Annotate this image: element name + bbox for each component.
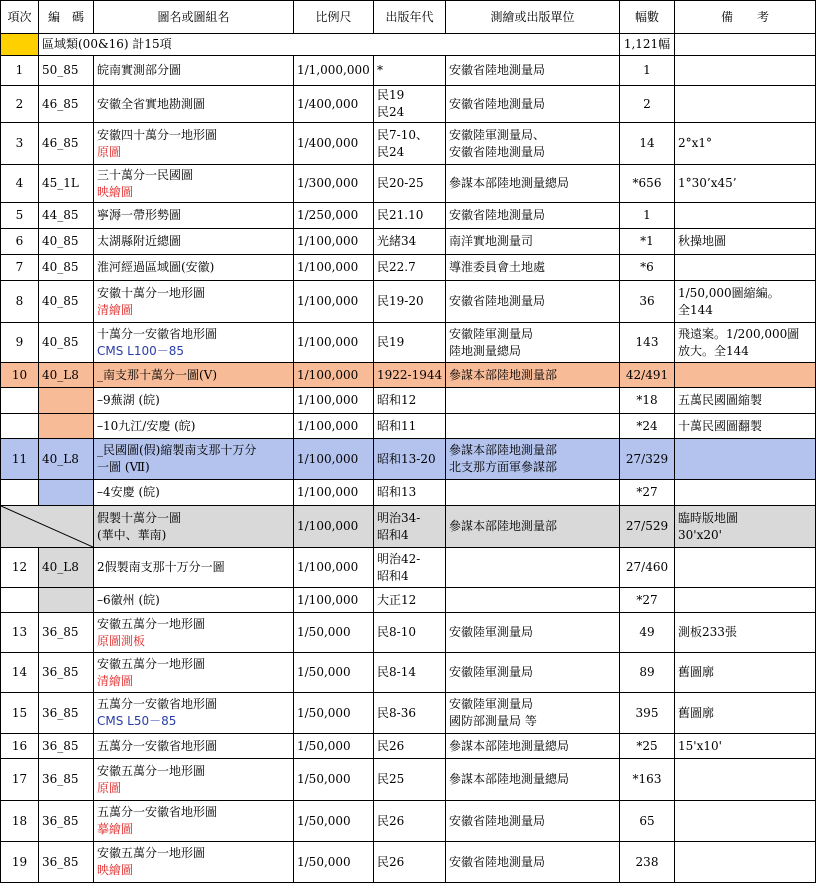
row-name-main: 安徽五萬分一地形圖: [97, 763, 206, 778]
row-year: 民8-10: [374, 613, 446, 653]
row-publisher-line2: 國防部測量局 等: [449, 714, 537, 728]
row-remarks: 舊圖廓: [675, 653, 816, 693]
row-year: 民25: [374, 759, 446, 801]
row-remarks: [675, 203, 816, 229]
row-scale: 1/250,000: [294, 203, 374, 229]
row-name-sub: CMS L50－85: [97, 714, 177, 728]
row-name-main: 安徽五萬分一地形圖: [97, 616, 206, 631]
table-row: [1, 693, 816, 734]
row-name-line2: 一圖 (Ⅶ): [97, 460, 150, 474]
row-no: 14: [1, 653, 39, 693]
row-publisher: [446, 548, 620, 588]
row-scale: 1/50,000: [294, 613, 374, 653]
header-year: 出版年代: [374, 1, 446, 34]
row-scale: 1/1,000,000: [294, 56, 374, 86]
row-no: [1, 480, 39, 506]
header-code: 編 碼: [39, 1, 94, 34]
row-name: 寧溽一帶形勢圖: [94, 203, 294, 229]
row-sheets: *6: [620, 255, 675, 281]
row-year: 民26: [374, 842, 446, 883]
row-remarks: [675, 56, 816, 86]
row-no: 7: [1, 255, 39, 281]
row-sheets: 1: [620, 56, 675, 86]
row-sheets: 27/460: [620, 548, 675, 588]
row-scale: 1/50,000: [294, 734, 374, 759]
row-publisher: 參謀本部陸地測量總局: [446, 734, 620, 759]
row-no: [1, 414, 39, 439]
table-row: [1, 323, 816, 363]
row-year: 昭和13: [374, 480, 446, 506]
row-scale: 1/50,000: [294, 801, 374, 842]
table-row: [1, 56, 816, 86]
row-code: 40_85: [39, 229, 94, 255]
row-name-sub: 映繪圖: [97, 863, 134, 877]
row-year: 民19: [374, 323, 446, 363]
category-label: 區域類(00&16) 計15項: [39, 34, 620, 56]
row-remarks: [675, 255, 816, 281]
row-sheets: *27: [620, 480, 675, 506]
row-name: [94, 759, 294, 801]
row-scale: 1/400,000: [294, 123, 374, 165]
row-year: 民20-25: [374, 165, 446, 203]
row-name-sub: 摹繪圖: [97, 822, 134, 836]
row-sheets: 42/491: [620, 363, 675, 388]
header-sheets: 幅數: [620, 1, 675, 34]
row-name: [94, 801, 294, 842]
table-row: [1, 281, 816, 323]
row-name-main: 三十萬分一民國圖: [97, 167, 194, 182]
row-year: 民22.7: [374, 255, 446, 281]
row-name-sub: CMS L100－85: [97, 343, 185, 358]
row-code: 40_85: [39, 323, 94, 363]
row-year-line2: 民24: [377, 144, 405, 159]
table-row: [1, 842, 816, 883]
row-code: 40_L8: [39, 363, 94, 388]
row-code: 50_85: [39, 56, 94, 86]
row-name-main: 安徽四十萬分一地形圖: [97, 127, 218, 142]
row-scale: 1/100,000: [294, 414, 374, 439]
row-remarks: 15'x10': [675, 734, 816, 759]
row-publisher-line2: 北支那方面軍參謀部: [449, 460, 558, 474]
row-name: [94, 506, 294, 548]
table-row: [1, 229, 816, 255]
row-name-main: 安徽五萬分一地形圖: [97, 656, 206, 671]
row-year-line2: 昭和4: [377, 568, 409, 583]
row-remarks: [675, 480, 816, 506]
row-code: 36_85: [39, 613, 94, 653]
row-no: 1: [1, 56, 39, 86]
row-publisher: 參謀本部陸地測量部: [446, 363, 620, 388]
row-remarks: [675, 548, 816, 588]
row-scale: 1/50,000: [294, 842, 374, 883]
row-no: 17: [1, 759, 39, 801]
row-code: [39, 480, 94, 506]
row-year: 光緒34: [374, 229, 446, 255]
row-scale: 1/50,000: [294, 653, 374, 693]
row-scale: 1/400,000: [294, 86, 374, 123]
header-scale: 比例尺: [294, 1, 374, 34]
row-no: 6: [1, 229, 39, 255]
row-year: 昭和12: [374, 388, 446, 414]
row-code: 44_85: [39, 203, 94, 229]
row-name: [94, 439, 294, 480]
row-name: [94, 165, 294, 203]
table-row: [1, 86, 816, 123]
row-remarks: [675, 759, 816, 801]
row-year: 民26: [374, 801, 446, 842]
row-remarks-line1: 臨時版地圖: [678, 510, 739, 525]
row-name-line2: (華中、華南): [97, 527, 167, 542]
row-scale: 1/100,000: [294, 323, 374, 363]
row-sheets: 27/329: [620, 439, 675, 480]
table-row: [1, 613, 816, 653]
row-no: 3: [1, 123, 39, 165]
row-sheets: 27/529: [620, 506, 675, 548]
row-no: 19: [1, 842, 39, 883]
row-no: 5: [1, 203, 39, 229]
row-no: 10: [1, 363, 39, 388]
row-year: 民8-14: [374, 653, 446, 693]
category-remarks: [675, 34, 816, 56]
row-no: 15: [1, 693, 39, 734]
row-no: [1, 388, 39, 414]
row-publisher: 安徽陸軍測量局: [446, 653, 620, 693]
row-code: [39, 414, 94, 439]
table-row: [1, 734, 816, 759]
row-year-line1: 民19: [377, 88, 405, 102]
row-publisher: 參謀本部陸地測量總局: [446, 165, 620, 203]
table-row: [1, 480, 816, 506]
row-publisher-line1: 安徽陸軍測量局、: [449, 127, 546, 142]
row-year: [374, 123, 446, 165]
row-remarks: 測板233張: [675, 613, 816, 653]
row-sheets: 89: [620, 653, 675, 693]
row-publisher-line1: 安徽陸軍測量局: [449, 697, 534, 711]
row-year: [374, 506, 446, 548]
row-name-sub: 原圖測板: [97, 633, 146, 648]
row-name: [94, 653, 294, 693]
row-remarks-line2: 30'x20': [678, 527, 722, 542]
table-row: [1, 653, 816, 693]
row-sheets: 14: [620, 123, 675, 165]
row-year: 民26: [374, 734, 446, 759]
table-row: [1, 759, 816, 801]
row-sheets: *27: [620, 588, 675, 613]
row-remarks: [675, 801, 816, 842]
row-name-sub: 清繪圖: [97, 673, 134, 688]
row-code: 36_85: [39, 734, 94, 759]
row-publisher: 導淮委員會土地處: [446, 255, 620, 281]
row-publisher: 參謀本部陸地測量部: [446, 506, 620, 548]
row-name: 五萬分一安徽省地形圖: [94, 734, 294, 759]
row-name: 太湖縣附近總圖: [94, 229, 294, 255]
row-scale: 1/100,000: [294, 548, 374, 588]
row-name: –9蕪湖 (皖): [94, 388, 294, 414]
row-remarks-line2: 放大。全144: [678, 343, 749, 358]
row-sheets: *163: [620, 759, 675, 801]
row-remarks: [675, 363, 816, 388]
row-publisher: [446, 388, 620, 414]
row-name-line1: 假製十萬分一圖: [97, 510, 182, 525]
row-name: –4安慶 (皖): [94, 480, 294, 506]
table-row: [1, 801, 816, 842]
row-scale: 1/50,000: [294, 693, 374, 734]
table-row: [1, 414, 816, 439]
header-publisher: 測繪或出版單位: [446, 1, 620, 34]
row-year: *: [374, 56, 446, 86]
row-publisher: [446, 480, 620, 506]
category-sheets: 1,121幅: [620, 34, 675, 56]
row-code: 40_85: [39, 255, 94, 281]
row-sheets: *656: [620, 165, 675, 203]
row-no: 2: [1, 86, 39, 123]
row-remarks: 2°x1°: [675, 123, 816, 165]
row-name: –6徽州 (皖): [94, 588, 294, 613]
row-year-line1: 明治34-: [377, 510, 421, 525]
row-remarks-line2: 全144: [678, 302, 713, 317]
row-code: 40_L8: [39, 439, 94, 480]
row-year: 1922-1944: [374, 363, 446, 388]
row-scale: 1/100,000: [294, 281, 374, 323]
category-row: [1, 34, 816, 56]
row-code: 40_L8: [39, 548, 94, 588]
header-item: 項次: [1, 1, 39, 34]
row-code: 45_1L: [39, 165, 94, 203]
table-row: [1, 506, 816, 548]
row-name: 2假製南支那十万分一圖: [94, 548, 294, 588]
row-publisher: [446, 323, 620, 363]
row-scale: 1/100,000: [294, 480, 374, 506]
row-year-line2: 昭和4: [377, 527, 409, 542]
row-publisher: [446, 693, 620, 734]
row-publisher: 南洋實地測量司: [446, 229, 620, 255]
row-sheets: 65: [620, 801, 675, 842]
table-row: [1, 439, 816, 480]
row-publisher-line2: 陸地測量總局: [449, 343, 522, 358]
row-scale: 1/100,000: [294, 229, 374, 255]
row-code: [39, 588, 94, 613]
row-remarks: 1°30’x45’: [675, 165, 816, 203]
row-remarks-line1: 飛遠案。1/200,000圖: [678, 326, 800, 341]
row-remarks: [675, 588, 816, 613]
row-year-line1: 明治42-: [377, 551, 421, 566]
row-name-line1: _民國圖(假)縮製南支那十万分: [97, 443, 257, 457]
row-sheets: 36: [620, 281, 675, 323]
row-name: [94, 613, 294, 653]
row-code: 46_85: [39, 86, 94, 123]
row-remarks: 十萬民國圖翻製: [675, 414, 816, 439]
row-code: [39, 388, 94, 414]
row-publisher: [446, 439, 620, 480]
row-sheets: 395: [620, 693, 675, 734]
row-no: 13: [1, 613, 39, 653]
row-publisher: 安徽省陸地測量局: [446, 842, 620, 883]
header-name: 圖名或圖組名: [94, 1, 294, 34]
row-no: 18: [1, 801, 39, 842]
row-no: 9: [1, 323, 39, 363]
row-year: 大正12: [374, 588, 446, 613]
row-name: [94, 123, 294, 165]
row-publisher: 安徽省陸地測量局: [446, 281, 620, 323]
row-remarks: [675, 281, 816, 323]
row-name: [94, 281, 294, 323]
row-publisher: [446, 123, 620, 165]
table-row: [1, 363, 816, 388]
row-name: _南支那十萬分一圖(Ⅴ): [94, 363, 294, 388]
table-row: [1, 588, 816, 613]
row-remarks: 五萬民國圖縮製: [675, 388, 816, 414]
row-sheets: *24: [620, 414, 675, 439]
row-name-sub: 映繪圖: [97, 184, 134, 199]
row-name-main: 安徽十萬分一地形圖: [97, 285, 206, 300]
row-publisher: 安徽陸軍測量局: [446, 613, 620, 653]
row-scale: 1/300,000: [294, 165, 374, 203]
row-publisher: 安徽省陸地測量局: [446, 203, 620, 229]
row-publisher-line1: 參謀本部陸地測量部: [449, 443, 558, 457]
row-publisher-line2: 安徽省陸地測量局: [449, 144, 546, 159]
table-row: [1, 165, 816, 203]
row-name: 皖南實測部分圖: [94, 56, 294, 86]
row-remarks: [675, 439, 816, 480]
row-no: 11: [1, 439, 39, 480]
table-row: [1, 548, 816, 588]
row-no: 16: [1, 734, 39, 759]
row-year-line1: 民7-10、: [377, 127, 428, 142]
header-remarks: 備 考: [675, 1, 816, 34]
row-code: 36_85: [39, 653, 94, 693]
row-no: 12: [1, 548, 39, 588]
row-publisher: [446, 414, 620, 439]
row-no: 8: [1, 281, 39, 323]
row-publisher: 安徽省陸地測量局: [446, 56, 620, 86]
row-remarks: 舊圖廓: [675, 693, 816, 734]
row-year: 民21.10: [374, 203, 446, 229]
row-scale: 1/100,000: [294, 363, 374, 388]
row-year-line2: 民24: [377, 105, 405, 119]
row-remarks: [675, 323, 816, 363]
row-publisher-line1: 安徽陸軍測量局: [449, 326, 534, 341]
row-scale: 1/100,000: [294, 506, 374, 548]
row-code: 46_85: [39, 123, 94, 165]
row-scale: 1/100,000: [294, 588, 374, 613]
row-scale: 1/100,000: [294, 388, 374, 414]
row-sheets: 49: [620, 613, 675, 653]
row-sheets: *1: [620, 229, 675, 255]
row-sheets: 143: [620, 323, 675, 363]
row-remarks: [675, 86, 816, 123]
row-name-main: 五萬分一安徽省地形圖: [97, 805, 218, 819]
row-sheets: 238: [620, 842, 675, 883]
row-code: 36_85: [39, 693, 94, 734]
row-remarks: [675, 842, 816, 883]
diagonal-line: [1, 506, 93, 547]
row-sheets: *18: [620, 388, 675, 414]
row-name: [94, 323, 294, 363]
row-name-main: 十萬分一安徽省地形圖: [97, 326, 218, 341]
table-row: [1, 203, 816, 229]
row-code: 36_85: [39, 759, 94, 801]
row-publisher: 參謀本部陸地測量總局: [446, 759, 620, 801]
row-name: [94, 842, 294, 883]
row-code: 36_85: [39, 842, 94, 883]
row-sheets: 2: [620, 86, 675, 123]
table-row: [1, 123, 816, 165]
row-name: –10九江/安慶 (皖): [94, 414, 294, 439]
row-year: [374, 548, 446, 588]
row-publisher: 安徽省陸地測量局: [446, 801, 620, 842]
row-remarks-line1: 1/50,000圖縮編。: [678, 285, 780, 300]
row-year: 民8-36: [374, 693, 446, 734]
table-row: [1, 255, 816, 281]
diagonal-cell: [1, 506, 94, 548]
row-name-sub: 原圖: [97, 144, 122, 159]
row-year: [374, 86, 446, 123]
row-sheets: 1: [620, 203, 675, 229]
row-scale: 1/100,000: [294, 255, 374, 281]
category-swatch: [1, 34, 39, 56]
row-remarks: 秋操地圖: [675, 229, 816, 255]
table-row: [1, 388, 816, 414]
row-sheets: *25: [620, 734, 675, 759]
row-name-sub: 原圖: [97, 780, 122, 795]
row-publisher: [446, 588, 620, 613]
row-scale: 1/100,000: [294, 439, 374, 480]
row-code: 36_85: [39, 801, 94, 842]
header-row: [1, 1, 816, 34]
row-year: 昭和13-20: [374, 439, 446, 480]
row-remarks: [675, 506, 816, 548]
row-no: 4: [1, 165, 39, 203]
row-name-sub: 清繪圖: [97, 302, 134, 317]
row-publisher: 安徽省陸地測量局: [446, 86, 620, 123]
row-name-main: 安徽五萬分一地形圖: [97, 846, 206, 860]
row-name: 淮河經過區域圖(安徽): [94, 255, 294, 281]
row-year: 民19-20: [374, 281, 446, 323]
row-code: 40_85: [39, 281, 94, 323]
row-scale: 1/50,000: [294, 759, 374, 801]
row-no: [1, 588, 39, 613]
row-year: 昭和11: [374, 414, 446, 439]
row-name: 安徽全省實地勘測圖: [94, 86, 294, 123]
row-name-main: 五萬分一安徽省地形圖: [97, 697, 218, 711]
row-name: [94, 693, 294, 734]
